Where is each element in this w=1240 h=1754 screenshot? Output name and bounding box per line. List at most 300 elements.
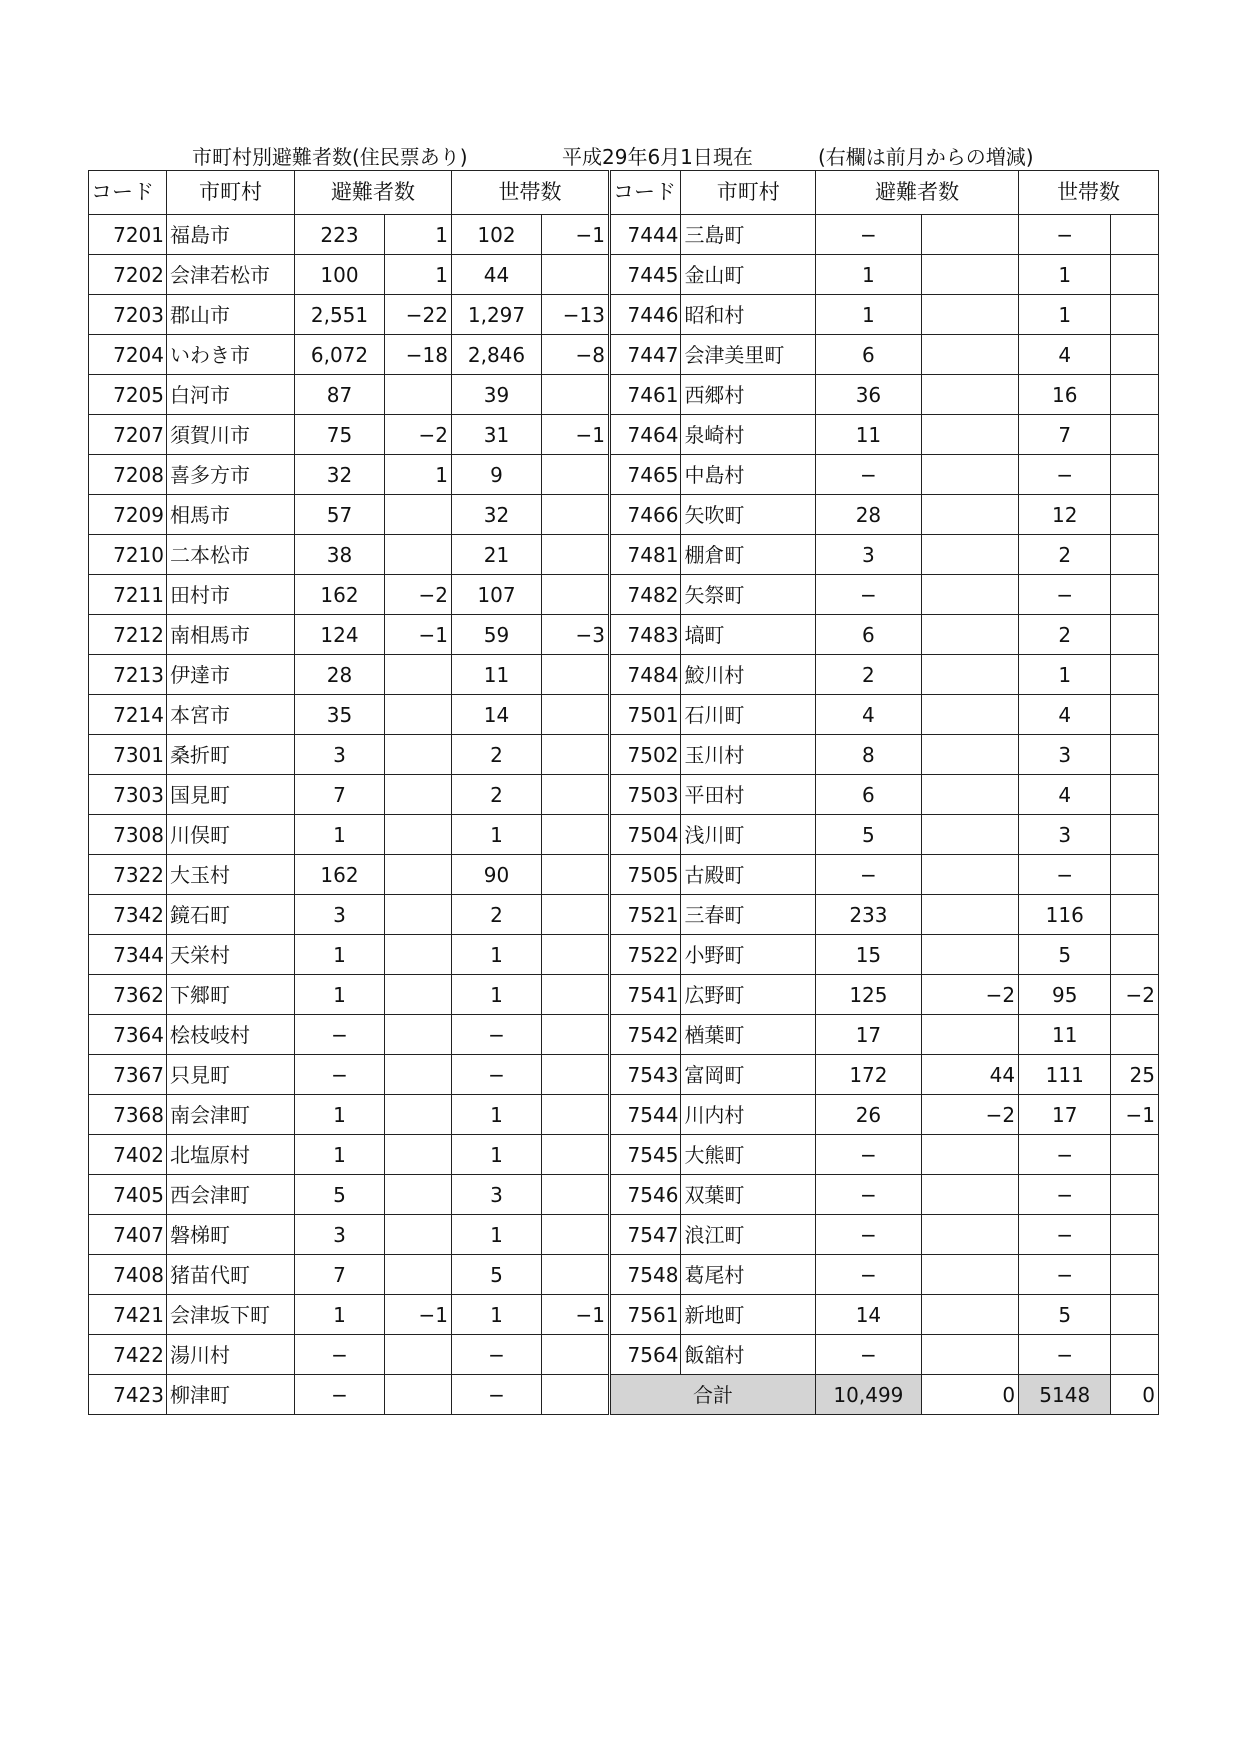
municipality-name: 会津美里町 bbox=[681, 335, 816, 375]
household-count: 102 bbox=[452, 215, 542, 255]
household-change bbox=[542, 535, 609, 575]
table-row bbox=[611, 295, 1159, 335]
evacuee-change bbox=[921, 1135, 1018, 1175]
table-row bbox=[611, 975, 1159, 1015]
household-count: 1 bbox=[1019, 655, 1111, 695]
table-row bbox=[89, 1095, 609, 1135]
evacuee-change: 44 bbox=[921, 1055, 1018, 1095]
household-count: 32 bbox=[452, 495, 542, 535]
household-count: 31 bbox=[452, 415, 542, 455]
household-count: 1 bbox=[452, 1215, 542, 1255]
evacuee-change bbox=[385, 935, 452, 975]
municipality-name: 飯舘村 bbox=[681, 1335, 816, 1375]
municipality-name: 楢葉町 bbox=[681, 1015, 816, 1055]
document-note: (右欄は前月からの増減) bbox=[818, 145, 1034, 169]
municipality-name: 玉川村 bbox=[681, 735, 816, 775]
table-row bbox=[89, 575, 609, 615]
household-count: 5 bbox=[452, 1255, 542, 1295]
municipality-name: 三島町 bbox=[681, 215, 816, 255]
municipality-name: 只見町 bbox=[167, 1055, 295, 1095]
municipality-code: 7364 bbox=[89, 1015, 167, 1055]
household-count: − bbox=[1019, 855, 1111, 895]
evacuee-change bbox=[921, 575, 1018, 615]
evacuee-change bbox=[921, 1255, 1018, 1295]
household-change bbox=[542, 895, 609, 935]
evacuee-count: − bbox=[816, 1175, 922, 1215]
household-change bbox=[1111, 455, 1159, 495]
municipality-name: 南相馬市 bbox=[167, 615, 295, 655]
evacuee-count: 6,072 bbox=[295, 335, 385, 375]
total-row bbox=[611, 1375, 1159, 1415]
household-change bbox=[1111, 855, 1159, 895]
municipality-code: 7464 bbox=[611, 415, 681, 455]
household-count: 16 bbox=[1019, 375, 1111, 415]
household-count: 4 bbox=[1019, 695, 1111, 735]
evacuee-count: − bbox=[295, 1335, 385, 1375]
table-row bbox=[89, 1255, 609, 1295]
household-change bbox=[1111, 815, 1159, 855]
municipality-code: 7482 bbox=[611, 575, 681, 615]
table-row bbox=[611, 1255, 1159, 1295]
municipality-name: 富岡町 bbox=[681, 1055, 816, 1095]
municipality-name: 葛尾村 bbox=[681, 1255, 816, 1295]
evacuee-change bbox=[921, 815, 1018, 855]
table-row bbox=[611, 1135, 1159, 1175]
municipality-code: 7202 bbox=[89, 255, 167, 295]
table-row bbox=[89, 495, 609, 535]
evacuee-change bbox=[385, 1375, 452, 1415]
table-row bbox=[89, 615, 609, 655]
evacuee-change: −22 bbox=[385, 295, 452, 335]
household-change bbox=[542, 735, 609, 775]
evacuee-count: 6 bbox=[816, 775, 922, 815]
municipality-name: 広野町 bbox=[681, 975, 816, 1015]
municipality-code: 7521 bbox=[611, 895, 681, 935]
municipality-name: 会津若松市 bbox=[167, 255, 295, 295]
household-count: 3 bbox=[452, 1175, 542, 1215]
table-row bbox=[89, 335, 609, 375]
total-household-change: 0 bbox=[1111, 1375, 1159, 1415]
table-row bbox=[611, 615, 1159, 655]
evacuee-change bbox=[385, 495, 452, 535]
household-change bbox=[1111, 895, 1159, 935]
municipality-name: 猪苗代町 bbox=[167, 1255, 295, 1295]
header-code: コード bbox=[89, 171, 167, 215]
household-count: − bbox=[1019, 1215, 1111, 1255]
municipality-code: 7362 bbox=[89, 975, 167, 1015]
household-count: 1 bbox=[452, 1295, 542, 1335]
municipality-code: 7483 bbox=[611, 615, 681, 655]
municipality-code: 7405 bbox=[89, 1175, 167, 1215]
municipality-code: 7505 bbox=[611, 855, 681, 895]
municipality-name: 桑折町 bbox=[167, 735, 295, 775]
household-count: − bbox=[1019, 1255, 1111, 1295]
household-count: 14 bbox=[452, 695, 542, 735]
household-count: 11 bbox=[1019, 1015, 1111, 1055]
table-row bbox=[611, 815, 1159, 855]
table-row bbox=[89, 655, 609, 695]
municipality-code: 7205 bbox=[89, 375, 167, 415]
table-row bbox=[89, 1215, 609, 1255]
evacuee-count: − bbox=[816, 1215, 922, 1255]
table-row bbox=[611, 415, 1159, 455]
table-row bbox=[89, 455, 609, 495]
household-count: − bbox=[1019, 215, 1111, 255]
municipality-code: 7407 bbox=[89, 1215, 167, 1255]
evacuee-change bbox=[385, 1015, 452, 1055]
municipality-name: 三春町 bbox=[681, 895, 816, 935]
household-count: 111 bbox=[1019, 1055, 1111, 1095]
evacuee-change bbox=[385, 1095, 452, 1135]
evacuee-count: 3 bbox=[295, 895, 385, 935]
municipality-name: いわき市 bbox=[167, 335, 295, 375]
municipality-name: 小野町 bbox=[681, 935, 816, 975]
table-row bbox=[611, 935, 1159, 975]
evacuee-count: 28 bbox=[295, 655, 385, 695]
total-evacuee-change: 0 bbox=[921, 1375, 1018, 1415]
evacuee-count: 2,551 bbox=[295, 295, 385, 335]
evacuee-change bbox=[385, 975, 452, 1015]
household-count: 5 bbox=[1019, 935, 1111, 975]
municipality-code: 7322 bbox=[89, 855, 167, 895]
household-count: 107 bbox=[452, 575, 542, 615]
household-change bbox=[1111, 1215, 1159, 1255]
household-count: 1 bbox=[1019, 295, 1111, 335]
household-change bbox=[1111, 1015, 1159, 1055]
table-row bbox=[611, 335, 1159, 375]
household-change bbox=[1111, 215, 1159, 255]
household-count: 39 bbox=[452, 375, 542, 415]
household-change bbox=[542, 935, 609, 975]
municipality-name: 泉崎村 bbox=[681, 415, 816, 455]
table-row bbox=[611, 255, 1159, 295]
municipality-code: 7212 bbox=[89, 615, 167, 655]
household-count: − bbox=[1019, 575, 1111, 615]
evacuee-change bbox=[921, 1015, 1018, 1055]
table-row bbox=[611, 1095, 1159, 1135]
household-change bbox=[542, 255, 609, 295]
household-change bbox=[1111, 495, 1159, 535]
municipality-code: 7484 bbox=[611, 655, 681, 695]
municipality-code: 7204 bbox=[89, 335, 167, 375]
evacuee-change bbox=[921, 1215, 1018, 1255]
municipality-code: 7367 bbox=[89, 1055, 167, 1095]
header-households: 世帯数 bbox=[452, 171, 609, 215]
evacuee-count: 87 bbox=[295, 375, 385, 415]
municipality-code: 7501 bbox=[611, 695, 681, 735]
municipality-code: 7201 bbox=[89, 215, 167, 255]
municipality-code: 7481 bbox=[611, 535, 681, 575]
household-change bbox=[1111, 695, 1159, 735]
evacuee-change bbox=[921, 295, 1018, 335]
table-row bbox=[611, 655, 1159, 695]
municipality-name: 国見町 bbox=[167, 775, 295, 815]
table-row bbox=[89, 815, 609, 855]
household-change: −8 bbox=[542, 335, 609, 375]
table-row bbox=[89, 895, 609, 935]
household-change bbox=[542, 655, 609, 695]
municipality-code: 7547 bbox=[611, 1215, 681, 1255]
municipality-name: 北塩原村 bbox=[167, 1135, 295, 1175]
household-change bbox=[542, 1375, 609, 1415]
left-table bbox=[88, 170, 609, 1415]
household-count: 12 bbox=[1019, 495, 1111, 535]
household-count: − bbox=[452, 1335, 542, 1375]
evacuee-count: 233 bbox=[816, 895, 922, 935]
header-municipality: 市町村 bbox=[681, 171, 816, 215]
table-row bbox=[611, 535, 1159, 575]
table-row bbox=[89, 1135, 609, 1175]
household-change bbox=[542, 695, 609, 735]
evacuee-change bbox=[921, 655, 1018, 695]
household-count: 1 bbox=[452, 975, 542, 1015]
evacuee-change bbox=[921, 855, 1018, 895]
household-change bbox=[1111, 1335, 1159, 1375]
municipality-code: 7423 bbox=[89, 1375, 167, 1415]
municipality-code: 7444 bbox=[611, 215, 681, 255]
household-count: 11 bbox=[452, 655, 542, 695]
household-count: 3 bbox=[1019, 815, 1111, 855]
household-count: 21 bbox=[452, 535, 542, 575]
household-count: 2 bbox=[1019, 535, 1111, 575]
evacuee-change: 1 bbox=[385, 215, 452, 255]
evacuee-change bbox=[921, 215, 1018, 255]
municipality-code: 7446 bbox=[611, 295, 681, 335]
municipality-code: 7207 bbox=[89, 415, 167, 455]
household-change bbox=[1111, 615, 1159, 655]
municipality-code: 7211 bbox=[89, 575, 167, 615]
evacuee-change bbox=[385, 815, 452, 855]
household-change bbox=[542, 1215, 609, 1255]
document-date: 平成29年6月1日現在 bbox=[562, 145, 753, 169]
household-change bbox=[542, 375, 609, 415]
household-change bbox=[1111, 775, 1159, 815]
evacuee-count: 1 bbox=[816, 295, 922, 335]
household-count: 59 bbox=[452, 615, 542, 655]
header-municipality: 市町村 bbox=[167, 171, 295, 215]
municipality-name: 大玉村 bbox=[167, 855, 295, 895]
evacuee-count: − bbox=[295, 1015, 385, 1055]
evacuee-count: − bbox=[295, 1375, 385, 1415]
household-change: −1 bbox=[1111, 1095, 1159, 1135]
evacuee-change: −1 bbox=[385, 615, 452, 655]
municipality-code: 7210 bbox=[89, 535, 167, 575]
municipality-name: 鮫川村 bbox=[681, 655, 816, 695]
municipality-name: 塙町 bbox=[681, 615, 816, 655]
table-row bbox=[89, 535, 609, 575]
household-count: 9 bbox=[452, 455, 542, 495]
household-count: − bbox=[452, 1055, 542, 1095]
household-count: − bbox=[1019, 1135, 1111, 1175]
municipality-name: 浅川町 bbox=[681, 815, 816, 855]
evacuee-count: 3 bbox=[295, 735, 385, 775]
municipality-name: 下郷町 bbox=[167, 975, 295, 1015]
evacuee-count: 4 bbox=[816, 695, 922, 735]
municipality-name: 石川町 bbox=[681, 695, 816, 735]
municipality-name: 西会津町 bbox=[167, 1175, 295, 1215]
household-change: −2 bbox=[1111, 975, 1159, 1015]
evacuee-count: 223 bbox=[295, 215, 385, 255]
table-row bbox=[611, 215, 1159, 255]
municipality-name: 鏡石町 bbox=[167, 895, 295, 935]
table-row bbox=[89, 1295, 609, 1335]
evacuee-change bbox=[385, 1215, 452, 1255]
document-header bbox=[0, 141, 1240, 171]
table-row bbox=[89, 695, 609, 735]
evacuee-change bbox=[385, 535, 452, 575]
evacuee-count: 3 bbox=[816, 535, 922, 575]
household-change bbox=[542, 455, 609, 495]
evacuee-count: − bbox=[816, 455, 922, 495]
header-households: 世帯数 bbox=[1019, 171, 1159, 215]
household-count: 1 bbox=[452, 815, 542, 855]
household-count: 2 bbox=[1019, 615, 1111, 655]
evacuee-count: 1 bbox=[816, 255, 922, 295]
evacuee-count: − bbox=[816, 1255, 922, 1295]
household-change: −1 bbox=[542, 215, 609, 255]
municipality-name: 本宮市 bbox=[167, 695, 295, 735]
evacuee-change bbox=[921, 775, 1018, 815]
table-row bbox=[89, 215, 609, 255]
municipality-name: 白河市 bbox=[167, 375, 295, 415]
household-change bbox=[1111, 735, 1159, 775]
table-row bbox=[611, 1055, 1159, 1095]
header-code: コード bbox=[611, 171, 681, 215]
evacuee-count: 172 bbox=[816, 1055, 922, 1095]
household-change bbox=[542, 815, 609, 855]
evacuee-count: 5 bbox=[816, 815, 922, 855]
municipality-code: 7466 bbox=[611, 495, 681, 535]
evacuee-change bbox=[385, 695, 452, 735]
evacuee-count: − bbox=[816, 1335, 922, 1375]
household-count: 17 bbox=[1019, 1095, 1111, 1135]
municipality-name: 大熊町 bbox=[681, 1135, 816, 1175]
evacuee-change: −2 bbox=[385, 415, 452, 455]
total-evacuee-count: 10,499 bbox=[816, 1375, 922, 1415]
evacuee-change: −2 bbox=[385, 575, 452, 615]
household-change: −3 bbox=[542, 615, 609, 655]
household-change bbox=[1111, 415, 1159, 455]
municipality-code: 7203 bbox=[89, 295, 167, 335]
household-change bbox=[1111, 1175, 1159, 1215]
evacuee-count: 162 bbox=[295, 855, 385, 895]
municipality-name: 昭和村 bbox=[681, 295, 816, 335]
evacuee-count: 3 bbox=[295, 1215, 385, 1255]
household-count: − bbox=[452, 1375, 542, 1415]
household-count: 1 bbox=[1019, 255, 1111, 295]
evacuee-change bbox=[385, 375, 452, 415]
municipality-code: 7447 bbox=[611, 335, 681, 375]
table-row bbox=[89, 1335, 609, 1375]
evacuee-change bbox=[385, 1175, 452, 1215]
municipality-code: 7548 bbox=[611, 1255, 681, 1295]
municipality-name: 会津坂下町 bbox=[167, 1295, 295, 1335]
municipality-code: 7342 bbox=[89, 895, 167, 935]
household-change bbox=[1111, 935, 1159, 975]
total-label: 合計 bbox=[611, 1375, 816, 1415]
household-count: − bbox=[1019, 455, 1111, 495]
evacuee-count: 100 bbox=[295, 255, 385, 295]
household-count: 3 bbox=[1019, 735, 1111, 775]
household-change bbox=[542, 495, 609, 535]
evacuee-count: 35 bbox=[295, 695, 385, 735]
document-title: 市町村別避難者数(住民票あり) bbox=[192, 145, 468, 169]
municipality-code: 7344 bbox=[89, 935, 167, 975]
table-row bbox=[89, 975, 609, 1015]
municipality-name: 金山町 bbox=[681, 255, 816, 295]
table-row bbox=[611, 575, 1159, 615]
household-count: 90 bbox=[452, 855, 542, 895]
evacuee-count: 1 bbox=[295, 1095, 385, 1135]
municipality-name: 天栄村 bbox=[167, 935, 295, 975]
municipality-name: 須賀川市 bbox=[167, 415, 295, 455]
municipality-code: 7546 bbox=[611, 1175, 681, 1215]
household-count: 7 bbox=[1019, 415, 1111, 455]
municipality-name: 柳津町 bbox=[167, 1375, 295, 1415]
municipality-code: 7445 bbox=[611, 255, 681, 295]
municipality-code: 7543 bbox=[611, 1055, 681, 1095]
evacuee-count: − bbox=[816, 215, 922, 255]
municipality-code: 7402 bbox=[89, 1135, 167, 1175]
municipality-code: 7503 bbox=[611, 775, 681, 815]
evacuee-count: − bbox=[816, 575, 922, 615]
table-row bbox=[89, 775, 609, 815]
household-change: −1 bbox=[542, 415, 609, 455]
total-household-count: 5148 bbox=[1019, 1375, 1111, 1415]
table-row bbox=[611, 895, 1159, 935]
evacuee-change bbox=[921, 455, 1018, 495]
household-change bbox=[542, 575, 609, 615]
evacuee-change bbox=[921, 735, 1018, 775]
evacuee-count: 14 bbox=[816, 1295, 922, 1335]
evacuee-count: 125 bbox=[816, 975, 922, 1015]
evacuee-change bbox=[921, 1295, 1018, 1335]
household-change bbox=[542, 1015, 609, 1055]
household-change bbox=[1111, 375, 1159, 415]
evacuee-count: 17 bbox=[816, 1015, 922, 1055]
header-evacuees: 避難者数 bbox=[816, 171, 1019, 215]
table-row bbox=[89, 855, 609, 895]
municipality-name: 伊達市 bbox=[167, 655, 295, 695]
household-change bbox=[542, 1335, 609, 1375]
evacuee-change bbox=[385, 1055, 452, 1095]
evacuee-change bbox=[921, 895, 1018, 935]
evacuee-change bbox=[921, 695, 1018, 735]
household-change bbox=[542, 1255, 609, 1295]
table-row bbox=[89, 295, 609, 335]
evacuee-change: −18 bbox=[385, 335, 452, 375]
header-evacuees: 避難者数 bbox=[295, 171, 452, 215]
evacuee-count: 26 bbox=[816, 1095, 922, 1135]
table-row bbox=[89, 935, 609, 975]
evacuee-change: −2 bbox=[921, 1095, 1018, 1135]
table-row bbox=[89, 735, 609, 775]
table-row bbox=[89, 255, 609, 295]
municipality-name: 古殿町 bbox=[681, 855, 816, 895]
evacuee-count: 7 bbox=[295, 775, 385, 815]
municipality-name: 湯川村 bbox=[167, 1335, 295, 1375]
household-change bbox=[1111, 1135, 1159, 1175]
evacuee-count: 6 bbox=[816, 615, 922, 655]
municipality-code: 7504 bbox=[611, 815, 681, 855]
municipality-name: 双葉町 bbox=[681, 1175, 816, 1215]
municipality-code: 7421 bbox=[89, 1295, 167, 1335]
evacuee-change bbox=[385, 775, 452, 815]
evacuee-change bbox=[385, 895, 452, 935]
municipality-code: 7308 bbox=[89, 815, 167, 855]
municipality-code: 7208 bbox=[89, 455, 167, 495]
household-change bbox=[1111, 1255, 1159, 1295]
